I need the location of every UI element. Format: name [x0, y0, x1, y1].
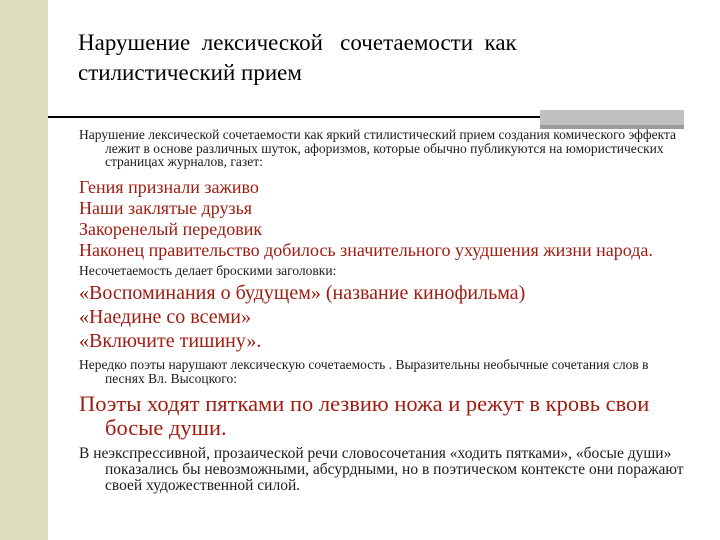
- headline-example: «Включите тишину».: [79, 330, 262, 352]
- poetry-quote: Поэты ходят пятками по лезвию ножа и режут в кровь свои босые души.: [79, 391, 650, 440]
- decorative-block-light: [540, 110, 684, 125]
- intro-paragraph: Нарушение лексической сочетаемости как яркий стилистический прием создания комического эффекта лежит в основе различных шуток, афоризмов, которые обычно публикуются на юмористических страницах журналов, газет:: [79, 127, 677, 169]
- slide-content: [79, 127, 684, 494]
- headline-example: «Воспоминания о будущем» (название кинофильма): [79, 282, 526, 304]
- example-item: Наши заклятые друзья: [79, 197, 253, 218]
- headline-example: «Наедине со всеми»: [79, 306, 251, 328]
- headline-intro: Несочетаемость делает броскими заголовки:: [79, 262, 337, 278]
- conclusion-paragraph: В неэкспрессивной, прозаической речи словосочетания «ходить пятками», «босые души» показались бы невозможными, абсурдными, но в поэтическом контексте они поражают своей художественной силой.: [79, 445, 684, 494]
- example-item: Наконец правительство добилось значительного ухудшения жизни народа.: [79, 239, 653, 260]
- decorative-sidebar: [0, 0, 48, 540]
- example-item: Гения признали заживо: [79, 176, 259, 197]
- poets-intro: Нередко поэты нарушают лексическую сочетаемость . Выразительны необычные сочетания слов в песнях Вл. Высоцкого:: [79, 357, 649, 386]
- example-item: Закоренелый передовик: [79, 218, 263, 239]
- slide-title: Нарушение лексической сочетаемости как стилистический прием: [78, 30, 517, 85]
